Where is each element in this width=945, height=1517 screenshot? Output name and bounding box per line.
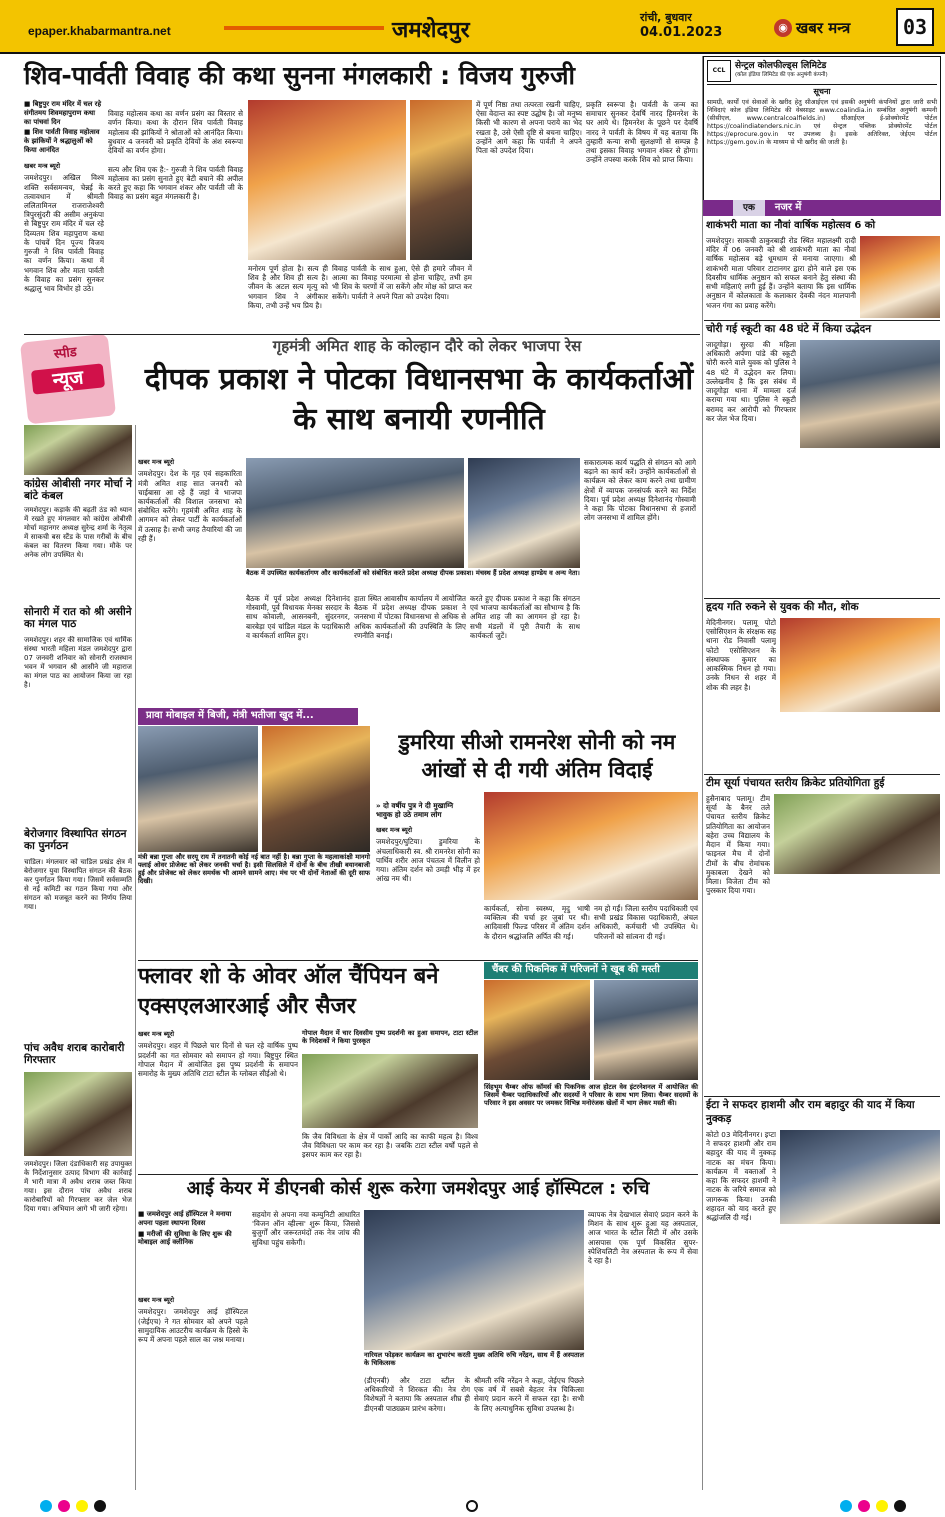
rule-right-col	[702, 56, 703, 1490]
main-photo-1	[246, 458, 464, 568]
right-photo-1	[800, 340, 940, 448]
nazar-tag: एक	[733, 200, 765, 216]
left-brief-3-text: चाडिल। मंगलवार को चाडिल प्रखंड क्षेत्र में बेरोजगार युवा विस्थापित संगठन की बैठक कर पुनर्गठन किया गया। जिसमें सर्वसम्मति से नई कमिटी का गठन किया गया और संगठन को मजबूत करने का निर्णय लिया गया।	[24, 858, 132, 911]
main-col-2	[246, 594, 350, 706]
cremation-headline: डुमरिया सीओ रामनरेश सोनी को नम आंखों से दी गयी अंतिम विदाई	[398, 730, 676, 782]
eye-bullet-1: ■ जमशेदपुर आई हॉस्पिटल ने मनाया अपना पहला स्थापना दिवस	[138, 1210, 232, 1227]
flower-headline: फ्लावर शो के ओवर ऑल चैंपियन बने एक्सएलआरआई और सैजर	[138, 964, 439, 1019]
lead-photo-1	[248, 100, 406, 260]
mobile-photo-1	[138, 726, 258, 852]
rule-right-2	[704, 598, 940, 599]
left-brief-2-text: जमशेदपुर। शहर की सामाजिक एवं धार्मिक संस्था भारती महिला मंडल जमशेदपुर द्वारा 07 जनवरी शनिवार को सोनारी राजस्थान भवन में भगवान श्री आसीने जी महाराज का मंगल पाठ का आयोजन किया जा रहा है।	[24, 636, 132, 689]
main-col-3-text: हाता स्थित आवासीय कार्यालय में आयोजित बैठक में प्रदेश अध्यक्ष दीपक प्रकाश ने जनसभा में पोटका विधानसभा से अधिक से अधिक कार्यकर्ताओं की उपस्थिति के लिए रणनीति बनाई।	[354, 594, 466, 640]
lead-col-2	[108, 100, 243, 332]
nazar-title: नजर में	[774, 201, 802, 213]
eye-col-5	[588, 1210, 698, 1488]
reg-dot-target	[466, 1500, 478, 1512]
rule-right-1	[704, 320, 940, 321]
rule-main-bottom	[138, 960, 698, 961]
reg-dot-magenta	[58, 1500, 70, 1512]
dateline-place: रांची, बुधवार	[640, 11, 692, 24]
right-photo-2	[780, 618, 940, 712]
main-caption: बैठक में उपस्थित कार्यकर्तागण और कार्यकर्ताओं को संबोधित करते प्रदेश अध्यक्ष दीपक प्रकाश। मंचस्थ हैं प्रदेश अध्यक्ष हाण्डेय व अन्य नेता।	[246, 570, 580, 590]
lead-col-2-text: विवाह महोत्सव कथा का वर्णन प्रसंग का विस्तार से वर्णन किया। कथा के दौरान शिव पार्वती विवाह महोत्सव की झांकियों ने श्रोताओं को आनंदित किया। बुधवार 4 जनवरी को प्रकृति देवियों के अंश स्वरूपा देवियों का वर्णन होगा। सत्य और शिव एक है:- गुरुजी ने शिव पार्वती विवाह महोत्सव का प्रसंग सुनाते हुए बेटी बचाने की अपील करते हुए कहा कि भगवान शंकर और पार्वती जी के विवाह का प्रसंग बहुत मंगलकारी है।	[108, 109, 243, 202]
eye-col-5-text: व्यापक नेत्र देखभाल सेवाएं प्रदान करने के मिशन के साथ शुरू हुआ यह अस्पताल, आज भारत के स्टील सिटी में और उसके आसपास एक पूर्ण विकसित सुपर-स्पेशियलिटी नेत्र अस्पताल के रूप में सेवा दे रहा है।	[588, 1210, 698, 1266]
rule-left-col	[135, 425, 136, 1490]
lead-col-3	[332, 264, 472, 332]
eye-col-2-text: सहयोग से अपना नया कम्युनिटी आधारित 'विजन ऑन व्हील्स' शुरू किया, जिससे बुजुर्गों और जरूरतमंदों तक नेत्र जांच की सुविधा पहुंच सकेगी।	[252, 1210, 360, 1247]
main-headline: दीपक प्रकाश ने पोटका विधानसभा के कार्यकर्ताओं के साथ बनायी रणनीति	[144, 362, 694, 437]
reg-dot-cyan	[40, 1500, 52, 1512]
notice-company: सेन्ट्रल कोलफील्ड्स लिमिटेड	[735, 61, 827, 72]
right-brief-2-head: हृदय गति रुकने से युवक की मौत, शोक	[706, 601, 859, 613]
cremation-caption	[484, 904, 590, 958]
main-col-1	[138, 458, 242, 668]
notice-label: सूचना	[813, 87, 831, 96]
left-brief-1-text: जमशेदपुर। कड़ाके की बढ़ती ठंड को ध्यान में रखते हुए मंगलवार को कांग्रेस ओबीसी मोर्चा महानगर अध्यक्ष सुरेन्द्र शर्मा के नेतृत्व में साकची बस स्टैंड के पास गरीबों के बीच कंबल का वितरण किया गया। मौके पर अनेक लोग उपस्थित थे।	[24, 506, 132, 559]
main-col-5	[584, 458, 696, 706]
speed-news-top: स्पीड	[53, 344, 78, 363]
notice-company-sub: (कोल इंडिया लिमिटेड की एक अनुषंगी कंपनी)	[735, 72, 828, 79]
lead-bullet-1: ■ बिष्टुपुर राम मंदिर में चल रहे संगीतमय शिवमहापुराण कथा का पांचवां दिन	[24, 100, 102, 126]
masthead	[0, 0, 945, 54]
eye-col-4	[474, 1376, 584, 1488]
flower-caption: गोपाल मैदान में चार दिवसीय पुष्प प्रदर्शनी का हुआ समापन, टाटा स्टील के निदेशकों ने किया पुरस्कृत	[302, 1030, 478, 1052]
cremation-subhead-text: » दो वर्षीय पुत्र ने दी मुखाग्नि भावुक हो उठे तमाम लोग	[376, 801, 454, 820]
masthead-rule	[224, 26, 384, 30]
right-brief-2-text: मेदिनीनगर। पलामू पोटो एसोसिएशन के संरक्षक सह थाना रोड निवासी पलामू फोटो एसोसिएशन के संस्थापक कुमार का आकस्मिक निधन हो गया। उनके निधन से शहर में शोक की लहर है।	[706, 618, 776, 692]
mobile-photo-2	[262, 726, 370, 852]
speed-news-bottom: न्यूज	[31, 363, 105, 395]
right-brief-2	[706, 618, 776, 768]
cremation-col-1	[376, 826, 480, 958]
right-brief-1-head: चोरी गई स्कूटी का 48 घंटे में किया उद्भेदन	[706, 323, 872, 335]
ccl-notice	[703, 56, 941, 216]
edition-date: 04.01.2023	[640, 25, 723, 40]
reg-dot-black-2	[894, 1500, 906, 1512]
brand-name: खबर मन्त्र	[796, 19, 851, 37]
nazar-text	[706, 236, 856, 318]
lead-byline: खबर मन्त्र ब्यूरो	[24, 162, 61, 170]
cremation-col-2-text: नम हो गईं। जिला स्तरीय पदाधिकारी एवं सभी प्रखंड विकास पदाधिकारी, अंचल अधिकारी, कर्मचारी भी उपस्थित थे। परिजनों को सांत्वना दी गई।	[594, 904, 698, 941]
lead-col-1-text: जमशेदपुर। अखिल विश्व शक्ति सर्वसमन्वय, चेन्नई के तत्वावधान में श्रीमती ललितामिनल राजराजेश्वरी त्रिपुरसुंदरी की असीम अनुकंपा से बिष्टुपुर राम मंदिर में चल रहे दिव्यतम शिव महापुराण कथा के पांचवें दिन पूज्य विजय गुरुजी ने शिव पार्वती विवाह का वर्णन किया। कथा में भगवान शिव और माता पार्वती के विवाह का प्रसंग सुनकर श्रद्धालु भाव विभोर हो उठे।	[24, 173, 104, 293]
cremation-byline: खबर मन्त्र ब्यूरो	[376, 826, 413, 834]
lead-col-4	[476, 100, 582, 332]
lead-photo-2	[410, 100, 472, 260]
dateline	[640, 10, 722, 40]
picnic-photo-2	[594, 980, 698, 1080]
flower-byline: खबर मन्त्र ब्यूरो	[138, 1030, 175, 1038]
cremation-caption-text: कार्यकर्ता, सोना स्वस्थ्य, मृदु भाषी व्यक्तित्व की चर्चा हर जुबां पर थी। आदिवासी फिल्ड परिसर में अंतिम दर्शन के दौरान श्रद्धांजलि अर्पित की गई।	[484, 904, 590, 941]
lead-col-5	[586, 100, 698, 332]
cremation-subhead	[376, 792, 480, 822]
reg-dot-yellow	[76, 1500, 88, 1512]
reg-dot-black	[94, 1500, 106, 1512]
eye-headline: आई केयर में डीएनबी कोर्स शुरू करेगा जमशेदपुर आई हॉस्पिटल : रुचि	[186, 1178, 650, 1199]
rule-right-4	[704, 1096, 940, 1097]
lead-caption-text: मनोरम पूर्ण होता है। सत्य ही शिव है और शिव ही सत्य है। जीवन के अटल सत्य मृत्यु को भगवान शिव ने अंगीकार किया, तभी उन्हें भय प्रिय है।	[248, 264, 328, 310]
eye-bullet-2: ■ मरीजों की सुविधा के लिए शुरू की मोबाइल आई क्लीनिक	[138, 1229, 232, 1247]
flower-col-1	[138, 1030, 298, 1170]
eye-col-4-text: श्रीमती रुचि नरेंद्रन ने कहा, जेईएच पिछले एक वर्ष में सबसे बेहतर नेत्र चिकित्सा सेवाएं प्रदान करने में सफल रहा है। सभी के लिए अत्याधुनिक सुविधा उपलब्ध है।	[474, 1376, 584, 1413]
lead-col-3-text: विवाह पार्वती के साथ हुआ, ऐसे ही हमारे जीवन में आत्मा का विवाह परमात्मा से होना चाहिए, तभी हम भी शिव के चरणों में जा सकेंगे और मोक्ष को प्राप्त कर सकेंगे। पार्वती ने अपने पिता को उपदेश दिया।	[332, 264, 472, 301]
rule-right-3	[704, 774, 940, 775]
right-brief-4	[706, 1130, 776, 1488]
main-kicker: गृहमंत्री अमित शाह के कोल्हान दौरे को लेकर भाजपा रेस	[272, 337, 582, 355]
eye-caption: नारियल फोड़कर कार्यक्रम का शुभारंभ करती मुख्य अतिथि रुचि नरेंद्रन, साथ में हैं अस्पताल के चिकित्सक	[364, 1352, 584, 1372]
reg-dot-yellow-2	[876, 1500, 888, 1512]
nazar-text-body: जमशेदपुर। साकची ठाकुरबाड़ी रोड स्थित महालक्ष्मी दादी मंदिर में 06 जनवरी को श्री शाकंभरी माता का नौवां वार्षिक महोत्सव बड़े धूमधाम से मनाया जाएगा। श्री शाकंभरी माता परिवार टाटानगर द्वारा होने वाले इस एक दिवसीय धार्मिक अनुष्ठान को सफल बनाने हेतु संस्था की सभी महिलाएं लगी हुई हैं। उन्होंने बताया कि इस धार्मिक अनुष्ठान में कोलकाता के कलाकार देवकी नंदन मालपानी भजन गंगा का प्रवाह करेंगे।	[706, 236, 856, 310]
right-brief-3	[706, 794, 770, 954]
flower-col-2	[302, 1132, 478, 1172]
flower-col-2-text: कि जैव विविधता के क्षेत्र में पार्कों आदि का काफी महत्व है। विश्व जैव विविधता पर काम कर रहा है। जबकि टाटा स्टील वर्षों पहले से इसपर काम कर रहा है।	[302, 1132, 478, 1160]
site-url[interactable]: epaper.khabarmantra.net	[28, 24, 171, 38]
left-brief-3-head: बेरोजगार विस्थापित संगठन का पुनर्गठन	[24, 828, 127, 853]
ccl-logo: CCL	[707, 60, 731, 82]
flower-col-1-text: जमशेदपुर। शहर में पिछले चार दिनों से चल रहे वार्षिक पुष्प प्रदर्शनी का गत सोमवार को समापन हो गया। बिष्टुपुर स्थित गोपाल मैदान में आयोजित इस पुष्प प्रदर्शनी के समापन समारोह के मुख्य अतिथि टाटा स्टील के ग्लोबल सीईओ थे।	[138, 1041, 298, 1078]
right-brief-4-text: कोटो 03 मेदिनीनगर। इप्टा ने सफदर हाशमी और राम बहादुर की याद में नुक्कड़ नाटक का मंचन किया। कार्यक्रम में वक्ताओं ने कहा कि सफदर हाशमी ने नाटक के जरिये समाज को जागरूक किया। उनकी शहादत को याद करते हुए श्रद्धांजलि दी गई।	[706, 1130, 776, 1222]
rule-flower-bottom	[138, 1174, 698, 1175]
main-col-4-text: करते हुए दीपक प्रकाश ने कहा कि संगठन एवं भाजपा कार्यकर्ताओं का सौभाग्य है कि अमित शाह जी का आगमन हो रहा है। सभी मंडलों में पूरी तैयारी के साथ कार्यकर्ता जुटें।	[470, 594, 580, 640]
right-brief-1	[706, 340, 796, 550]
main-col-2-text: बैठक में पूर्व प्रदेश अध्यक्ष दिनेशानंद गोस्वामी, पूर्व विधायक मेनका सरदार के साथ कोवाली, आसनबनी, सुंदरनगर, बारबेड़ा एवं चांडिल मंडल के पदाधिकारी व कार्यकर्ता शामिल हुए।	[246, 594, 350, 640]
eye-col-3-text: (डीएनबी) और टाटा स्टील के अधिकारियों ने शिरकत की। नेत्र रोग विशेषज्ञों ने बताया कि अस्पताल शीघ्र ही डीएनबी पाठ्यक्रम प्रारंभ करेगा।	[364, 1376, 470, 1413]
nazar-headline: शाकंभरी माता का नौवां वार्षिक महोत्सव 6 को	[706, 220, 876, 231]
main-photo-2	[468, 458, 580, 568]
right-brief-1-text: जादूगोड़ा। सुरदा की महिला अधिकारी अर्पणा पांडे की स्कूटी चोरी करने वाले युवक को पुलिस ने 48 घंटे में उद्भेदन कर लिया। उल्लेखनीय है कि इस संबंध में जादूगोड़ा थाना में मामला दर्ज कराया गया था। पुलिस ने स्कूटी बरामद कर आरोपी को गिरफ्तार कर जेल भेज दिया।	[706, 340, 796, 423]
left-brief-4-head: पांच अवैध शराब कारोबारी गिरफ्तार	[24, 1042, 125, 1067]
right-brief-3-head: टीम सूर्या पंचायत स्तरीय क्रिकेट प्रतियोगिता हुई	[706, 777, 885, 789]
brand-icon: ◉	[774, 19, 792, 37]
eye-col-1	[138, 1296, 248, 1488]
cremation-col-1-text: जमशेदपुर/घुटिया। डुमरिया के अंचलाधिकारी स्व. श्री रामनरेश सोनी का पार्थिव शरीर आज पंचतत्व में विलीन हो गया। अंतिम दर्शन को उमड़ी भीड़ में हर आंख नम थी।	[376, 837, 480, 884]
mobile-caption: मंत्री बन्ना गुप्ता और सरयू राय में तनातनी कोई नई बात नहीं है। बन्ना गुप्ता के महत्वाकांक्षी मानगो फ्लाई ओवर प्रोजेक्ट को लेकर जनकी चर्चा है। इसी सिलसिले में दोनों के बीच तीखी बयानबाजी हुई और प्रोजेक्ट को लेकर समर्थक भी आमने सामने आए। मंच पर भी दोनों नेताओं की दूरी साफ दिखी।	[138, 854, 370, 958]
nazar-photo	[860, 236, 940, 318]
picnic-caption: सिंहभूम चैम्बर ऑफ कॉमर्स की पिकनिक आज होटल वेव इंटरनेशनल में आयोजित की जिसमें चैम्बर पदाधिकारियों और सदस्यों ने परिवार के साथ भाग लिया। चैम्बर सदस्यों के परिवार ने इस अवसर पर जमकर विभिन्न मनोरंजक खेलों में भाग लेकर मस्ती की।	[484, 1084, 698, 1172]
main-byline: खबर मन्त्र ब्यूरो	[138, 458, 175, 466]
flower-photo	[302, 1054, 478, 1128]
edition-city: जमशेदपुर	[392, 18, 470, 43]
picnic-photo-1	[484, 980, 590, 1080]
lead-bullet-2: ■ शिव पार्वती विवाह महोत्सव के झांकियों ने श्रद्धालुओं को किया आनंदित	[24, 128, 100, 155]
main-col-1-text: जमशेदपुर। देश के गृह एवं सहकारिता मंत्री अमित शाह सात जनवरी को चाईबासा आ रहे हैं जहां वे भाजपा कार्यकर्ताओं की विशाल जनसभा को संबोधित करेंगे। गृहमंत्री अमित शाह के आगमन को लेकर पार्टी के कार्यकर्ताओं में उत्साह है। सभी जगह तैयारियां की जा रही हैं।	[138, 469, 242, 543]
main-col-5-text: सकारात्मक कार्य पद्धति से संगठन को आगे बढ़ाने का कार्य करें। उन्होंने कार्यकर्ताओं से कार्यक्रम को लेकर काम करने तथा ग्रामीण क्षेत्रों में व्यापक जनसंपर्क करने का निर्देश दिया। पूर्व प्रदेश अध्यक्ष दिनेशानंद गोस्वामी ने कहा कि पोटका विधानसभा से हजारों लोग जनसभा में शामिल होंगे।	[584, 458, 696, 523]
cremation-photo	[484, 792, 698, 900]
right-photo-4	[780, 1130, 940, 1224]
reg-dot-cyan-2	[840, 1500, 852, 1512]
right-brief-3-text: हुसैनाबाद पलामू। टीम सूर्या के बैनर तले पंचायत स्तरीय क्रिकेट प्रतियोगिता का आयोजन बहेरा उच्च विद्यालय के मैदान में किया गया। फाइनल मैच में दोनों टीमों के बीच रोमांचक मुकाबला देखने को मिला। विजेता टीम को पुरस्कार दिया गया।	[706, 794, 770, 896]
lead-col-4-text: में पूर्ण निष्ठा तथा तत्परता रखनी चाहिए, ऐसा वेदान्त का स्पष्ट उद्घोष है। जो मनुष्य किसी भी कारण से अपना पराये का भेद रखता है, उसे ऐसी दृष्टि से बचना चाहिए। उन्होंने आगे कहा कि पार्वती ने अपने पिता को उपदेश दिया।	[476, 100, 582, 156]
lead-caption	[248, 264, 328, 332]
page-number: 03	[896, 8, 934, 46]
lead-col-1	[24, 162, 104, 332]
main-col-3	[354, 594, 466, 706]
picnic-banner: चैंबर की पिकनिक में परिजनों ने खूब की मस्ती	[484, 962, 698, 979]
rule-lead-bottom	[24, 334, 700, 335]
left-brief-2-head: सोनारी में रात को श्री असीने का मंगल पाठ	[24, 606, 132, 631]
lead-headline: शिव-पार्वती विवाह की कथा सुनना मंगलकारी : विजय गुरुजी	[24, 61, 575, 90]
left-photo-2	[24, 1072, 132, 1156]
eye-bullets	[138, 1210, 248, 1249]
mobile-banner: प्रावा मोबाइल में बिजी, मंत्री भतीजा खुद में...	[138, 708, 358, 725]
notice-body: सामग्री, कार्यों एवं सेवाओं के खरीद हेतु सीआईएल एवं इसकी अनुषंगी कंपनियों द्वारा जारी सभी निविदाएं कोल इंडिया लिमिटेड की वेबसाइट www.coalindia.in सम्बंधित अनुषंगी कम्पनी (सीसीएल, www.centralcoalfields.in) सीआईएल ई-प्रोक्योरमेंट पोर्टल https://coalindiatenders.nic.in एवं सेन्ट्रल पब्लिक प्रोक्योरमेंट पोर्टल https://eprocure.gov.in पर उपलब्ध है। इसके अतिरिक्त, जेईएम पोर्टल https://gem.gov.in के माध्यम से भी खरीद की जाती है।	[707, 99, 937, 146]
eye-col-2	[252, 1210, 360, 1488]
reg-dot-magenta-2	[858, 1500, 870, 1512]
left-photo-1	[24, 425, 132, 475]
lead-bullets	[24, 100, 104, 157]
eye-col-1-text: जमशेदपुर। जमशेदपुर आई हॉस्पिटल (जेईएच) ने गत सोमवार को अपने पहले सामुदायिक आउटरीच कार्यक्रम के हिस्से के रूप में अपना पहले साल का जश्न मनाया।	[138, 1307, 248, 1344]
lead-col-5-text: प्रकृति स्वरूपा है। पार्वती के जन्म का समाचार सुनकर देवर्षि नारद हिमनरेश के घर आये थे। हिमनरेश के पूछने पर देवर्षि नारद ने पार्वती के विषय में यह बताया कि तुम्हारी कन्या सभी सुलक्षणों से सम्पन्न है तथा इसका विवाह भगवान शंकर से होगा। उन्होंने तपस्या करके शिव को प्राप्त किया।	[586, 100, 698, 165]
main-col-4	[470, 594, 580, 706]
eye-col-3	[364, 1376, 470, 1488]
cremation-col-2	[594, 904, 698, 958]
right-photo-3	[774, 794, 940, 874]
speed-news-badge	[20, 334, 116, 425]
notice-header	[707, 60, 937, 85]
left-brief-4-text: जमशेदपुर। जिला दंडाधिकारी सह उपायुक्त के निर्देशानुसार उत्पाद विभाग की कार्रवाई में भारी मात्रा में अवैध शराब जब्त किया गया। इस दौरान पांच अवैध शराब कारोबारियों को गिरफ्तार कर जेल भेज दिया गया। अभियान आगे भी जारी रहेगा।	[24, 1160, 132, 1213]
left-brief-1-head: कांग्रेस ओबीसी नगर मोर्चा ने बांटे कंबल	[24, 478, 132, 503]
brand-logo	[774, 18, 850, 38]
eye-byline: खबर मन्त्र ब्यूरो	[138, 1296, 175, 1304]
right-brief-4-head: ईटा ने सफदर हाशमी और राम बहादुर की याद में किया नुक्कड़	[706, 1099, 915, 1125]
nazar-bar	[703, 200, 941, 216]
eye-photo	[364, 1210, 584, 1350]
